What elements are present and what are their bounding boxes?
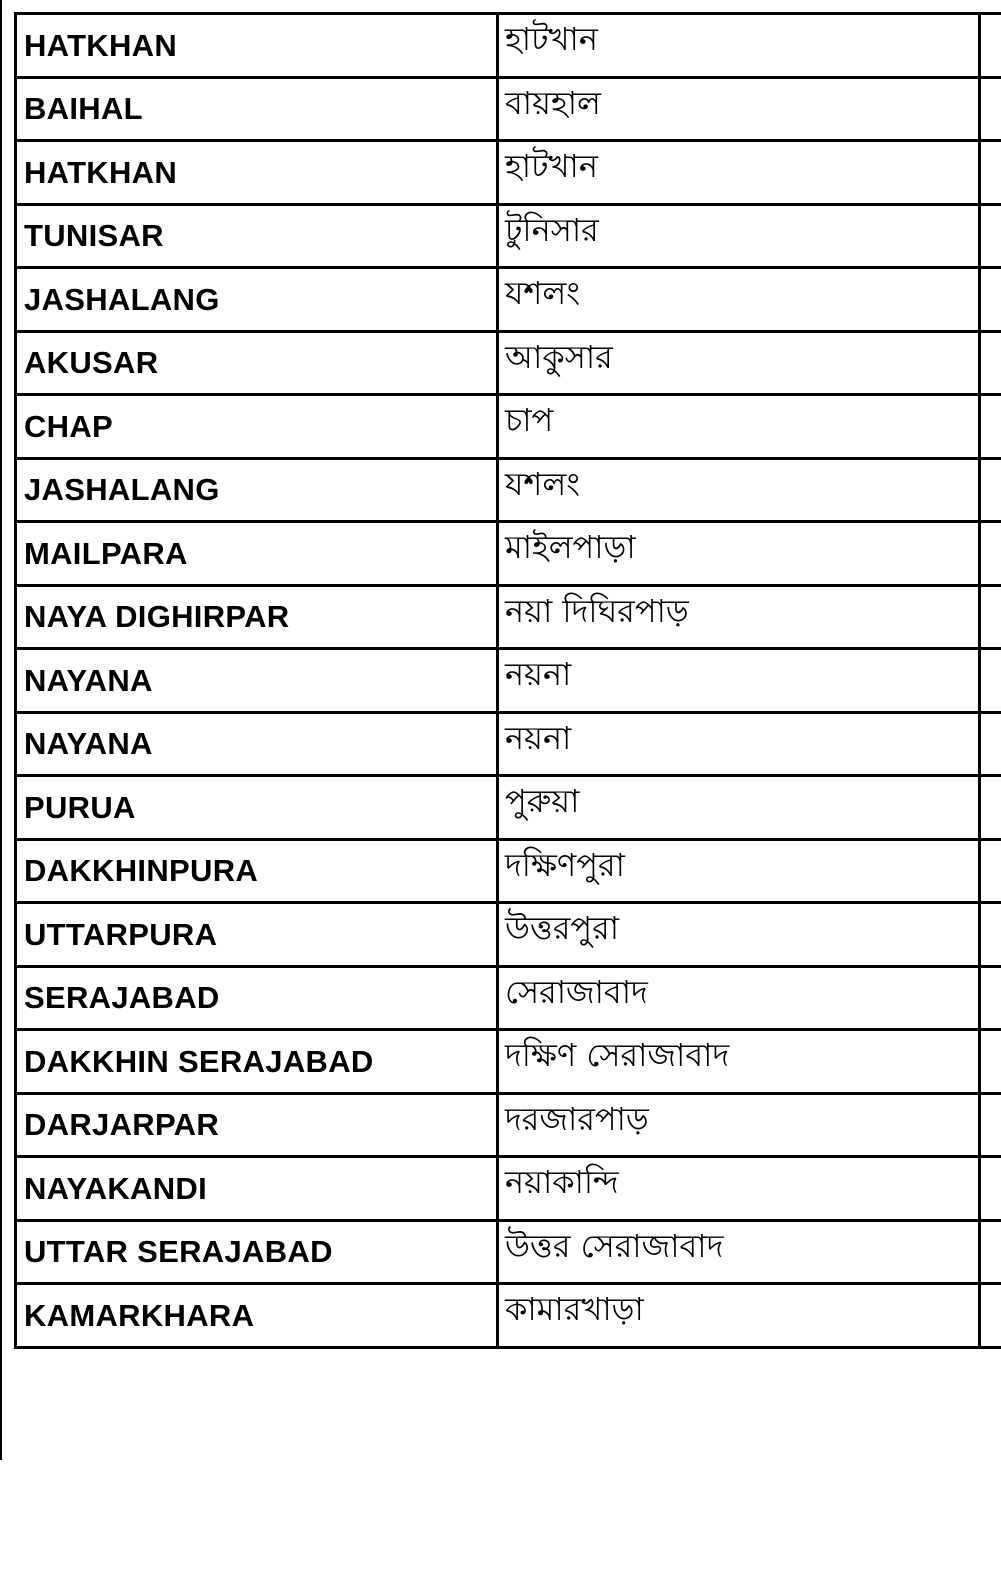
trailing-cell (980, 1220, 1001, 1284)
trailing-cell (980, 1284, 1001, 1348)
table-row (16, 141, 1001, 205)
trailing-cell (980, 522, 1001, 586)
bengali-name-cell (498, 141, 980, 205)
english-name: PURUA (24, 789, 136, 825)
bengali-name-cell (498, 1220, 980, 1284)
table-body (16, 14, 1001, 1348)
bengali-name: দক্ষিণ সেরাজাবাদ (505, 1036, 730, 1075)
table-row (16, 585, 1001, 649)
english-name: UTTAR SERAJABAD (24, 1234, 333, 1270)
bengali-name-cell (498, 585, 980, 649)
trailing-cell (980, 903, 1001, 967)
table-row (16, 1157, 1001, 1221)
english-name-cell (16, 77, 498, 141)
bengali-name-cell (498, 77, 980, 141)
bengali-name: নয়না (505, 718, 572, 757)
bengali-name-cell (498, 712, 980, 776)
bengali-name-cell (498, 14, 980, 78)
english-name-cell (16, 204, 498, 268)
trailing-cell (980, 268, 1001, 332)
table-row (16, 395, 1001, 459)
english-name-cell (16, 903, 498, 967)
table-row (16, 204, 1001, 268)
bengali-name-cell (498, 1157, 980, 1221)
english-name-cell (16, 522, 498, 586)
bengali-name: সেরাজাবাদ (505, 972, 648, 1011)
bengali-name: যশলং (505, 464, 580, 503)
left-border-line (0, 0, 2, 1460)
english-name: DAKKHINPURA (24, 853, 259, 889)
bengali-name: উত্তর সেরাজাবাদ (505, 1226, 724, 1265)
english-name-cell (16, 1157, 498, 1221)
bengali-name-cell (498, 522, 980, 586)
english-name-cell (16, 1093, 498, 1157)
english-name: SERAJABAD (24, 980, 220, 1016)
english-name: JASHALANG (24, 281, 220, 317)
table-row (16, 14, 1001, 78)
bengali-name-cell (498, 1030, 980, 1094)
bengali-name: দক্ষিণপুরা (505, 845, 625, 884)
english-name-cell (16, 1220, 498, 1284)
table-row (16, 649, 1001, 713)
trailing-cell (980, 966, 1001, 1030)
english-name-cell (16, 458, 498, 522)
english-name: HATKHAN (24, 27, 178, 63)
english-name: AKUSAR (24, 345, 159, 381)
trailing-cell (980, 204, 1001, 268)
english-name-cell (16, 331, 498, 395)
trailing-cell (980, 839, 1001, 903)
english-name-cell (16, 1284, 498, 1348)
bengali-name-cell (498, 268, 980, 332)
bengali-name-cell (498, 204, 980, 268)
bengali-name: কামারখাড়া (505, 1290, 644, 1329)
english-name-cell (16, 776, 498, 840)
english-name: TUNISAR (24, 218, 164, 254)
bengali-name: পুরুয়া (505, 782, 580, 821)
table-row (16, 268, 1001, 332)
table-row (16, 966, 1001, 1030)
english-name-cell (16, 14, 498, 78)
cut-off-header-row (14, 0, 1001, 12)
table-row (16, 1030, 1001, 1094)
english-name-cell (16, 839, 498, 903)
english-name: CHAP (24, 408, 114, 444)
english-name-cell (16, 141, 498, 205)
bengali-name: দরজারপাড় (505, 1099, 649, 1138)
table-row (16, 458, 1001, 522)
table-row (16, 903, 1001, 967)
trailing-cell (980, 1093, 1001, 1157)
english-name: MAILPARA (24, 535, 188, 571)
english-name-cell (16, 966, 498, 1030)
table-row (16, 1220, 1001, 1284)
english-name: HATKHAN (24, 154, 178, 190)
english-name: NAYAKANDI (24, 1170, 208, 1206)
bengali-name: নয়না (505, 655, 572, 694)
table-row (16, 1093, 1001, 1157)
table-row (16, 522, 1001, 586)
english-name: DAKKHIN SERAJABAD (24, 1043, 374, 1079)
english-name: JASHALANG (24, 472, 220, 508)
bengali-name-cell (498, 649, 980, 713)
english-name-cell (16, 712, 498, 776)
english-name-cell (16, 1030, 498, 1094)
english-name: BAIHAL (24, 91, 143, 127)
english-name: KAMARKHARA (24, 1297, 255, 1333)
english-name-cell (16, 268, 498, 332)
bengali-name: টুনিসার (505, 210, 599, 249)
trailing-cell (980, 1157, 1001, 1221)
bengali-name: চাপ (505, 401, 554, 440)
english-name: NAYA DIGHIRPAR (24, 599, 290, 635)
english-name: NAYANA (24, 662, 153, 698)
trailing-cell (980, 776, 1001, 840)
trailing-cell (980, 331, 1001, 395)
trailing-cell (980, 712, 1001, 776)
table-row (16, 839, 1001, 903)
english-name: UTTARPURA (24, 916, 218, 952)
trailing-cell (980, 458, 1001, 522)
bengali-name: মাইলপাড়া (505, 528, 636, 567)
table-row (16, 776, 1001, 840)
bengali-name: হাটখান (505, 20, 598, 59)
table-row (16, 331, 1001, 395)
english-name-cell (16, 649, 498, 713)
place-name-table-container (14, 12, 1001, 1349)
trailing-cell (980, 141, 1001, 205)
trailing-cell (980, 585, 1001, 649)
trailing-cell (980, 649, 1001, 713)
bengali-name-cell (498, 458, 980, 522)
place-name-table (14, 12, 1001, 1349)
bengali-name: উত্তরপুরা (505, 909, 620, 948)
bengali-name: হাটখান (505, 147, 598, 186)
bengali-name-cell (498, 839, 980, 903)
trailing-cell (980, 77, 1001, 141)
bengali-name-cell (498, 1284, 980, 1348)
english-name-cell (16, 395, 498, 459)
trailing-cell (980, 1030, 1001, 1094)
bengali-name: বায়হাল (505, 83, 601, 122)
trailing-cell (980, 14, 1001, 78)
table-row (16, 77, 1001, 141)
bengali-name: নয়াকান্দি (505, 1163, 619, 1202)
table-row (16, 1284, 1001, 1348)
english-name-cell (16, 585, 498, 649)
english-name: NAYANA (24, 726, 153, 762)
bengali-name-cell (498, 395, 980, 459)
bengali-name-cell (498, 1093, 980, 1157)
table-row (16, 712, 1001, 776)
bengali-name: আকুসার (505, 337, 613, 376)
english-name: DARJARPAR (24, 1107, 220, 1143)
bengali-name-cell (498, 331, 980, 395)
trailing-cell (980, 395, 1001, 459)
bengali-name: নয়া দিঘিরপাড় (505, 591, 689, 630)
bengali-name-cell (498, 903, 980, 967)
bengali-name: যশলং (505, 274, 580, 313)
bengali-name-cell (498, 776, 980, 840)
bengali-name-cell (498, 966, 980, 1030)
